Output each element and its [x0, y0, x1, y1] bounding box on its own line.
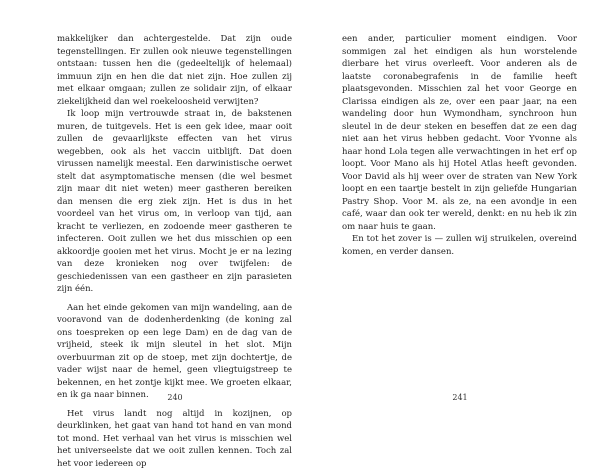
paragraph: Ik loop mijn vertrouwde straat in, de bakstenen muren, de tuitgevels. Het is een gek idee, maar ooit zullen de gevaarlijkste effecten van het virus wegebben, ook als het vaccin uitblijft. Dat doen virussen namelijk meestal. Een darwinistische oerwet stelt dat asymptomatische mensen (die wel besmet zijn maar dit niet weten) meer gastheren bereiken dan mensen die erg ziek zijn. Het is dus in het voordeel van het virus om, in verloop van tijd, aan kracht te verliezen, en zodoende meer gastheren te infecteren. Ooit zullen we het dus misschien op een akkoordje gooien met het virus. Mocht je er na lezing van deze kronieken nog over twijfelen: de geschiedenissen van een gastheer en zijn parasieten zijn één. — [57, 108, 292, 296]
page-number: 240 — [145, 393, 205, 402]
paragraph: een ander, particulier moment eindigen. Voor sommigen zal het eindigen als hun worstelende dierbare het virus overleeft. Voor anderen als de laatste coronabegrafenis in de familie heeft plaatsgevonden. Misschien zal het voor George en Clarissa eindigen als ze, over een paar jaar, na een wandeling door hun Wymondham, synchroon hun sleutel in de deur steken en beseffen dat ze een dag niet aan het virus hebben gedacht. Voor Yvonne als haar hond Lola tegen alle verwachtingen in het erf op loopt. Voor Mano als hij Hotel Atlas heeft gevonden. Voor David als hij weer over de straten van New York loopt en een taartje bestelt in zijn geliefde Hungarian Pastry Shop. Voor M. als ze, na een avondje in een café, waar dan ook ter wereld, denkt: en nu heb ik zin om naar huis te gaan. — [342, 33, 577, 233]
paragraph: Aan het einde gekomen van mijn wandeling, aan de vooravond van de dodenherdenking (de koning zal ons toespreken op een lege Dam) en de dag van de vrijheid, steek ik mijn sleutel in het slot. Mijn overbuurman zit op de stoep, met zijn dochtertje, de vader wijst naar de hemel, geen vliegtuigstreep te bekennen, en het zontje kijkt mee. We groeten elkaar, en ik ga naar binnen. — [57, 302, 292, 402]
right-page — [300, 0, 600, 432]
paragraph: makkelijker dan achtergestelde. Dat zijn oude tegenstellingen. Er zullen ook nieuwe tegenstellingen ontstaan: tussen hen die (gedeeltelijk of helemaal) immuun zijn en hen die dat niet zijn. Hoe zullen zij met elkaar omgaan; zullen ze solidair zijn, of elkaar ziekelijkheid dan wel roekeloosheid verwijten? — [57, 33, 292, 108]
paragraph: Het virus landt nog altijd in kozijnen, op deurklinken, het gaat van hand tot hand en van mond tot mond. Het verhaal van het virus is misschien wel het universeelste dat we ooit zullen kennen. Toch zal het voor iedereen op — [57, 408, 292, 470]
left-page — [0, 0, 300, 432]
right-text-column — [342, 33, 577, 258]
page-number: 241 — [430, 393, 490, 402]
left-text-column — [57, 33, 292, 470]
paragraph: En tot het zover is — zullen wij struikelen, overeind komen, en verder dansen. — [342, 233, 577, 258]
